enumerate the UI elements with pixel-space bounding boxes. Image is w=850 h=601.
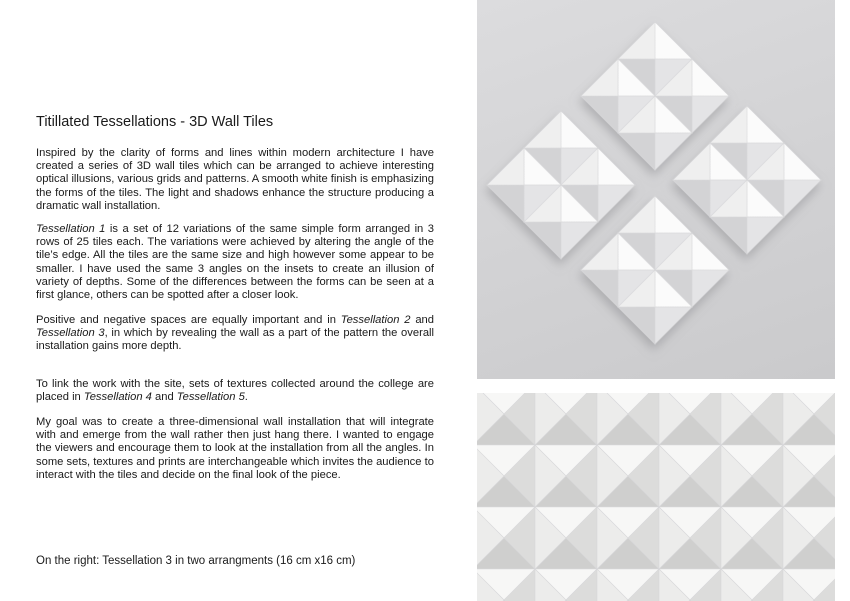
tessellation-3-term: Tessellation 3: [36, 327, 105, 340]
tile-photo-grid-arrangement: [477, 393, 835, 601]
tessellation-5-term: Tessellation 5: [176, 391, 245, 404]
intro-paragraph: Inspired by the clarity of forms and lines within modern architecture I have created a series of 3D wall tiles which can be arranged to achieve interesting optical illusions, various grids and patterns. A smooth white finish is emphasizing the forms of the tiles. The light and shadows enhance the structure producing a dramatic wall installation.: [36, 147, 434, 212]
grid-tile: [597, 507, 721, 601]
grid-tile: [597, 393, 721, 507]
tessellation-1-paragraph: [36, 223, 434, 302]
goal-paragraph: My goal was to create a three-dimensional wall installation that will integrate with and emerge from the wall rather then just hang there. I wanted to engage the viewers and encourage them to look at the installation from all the angles. In some sets, textures and prints are interchangeable which invites the audience to interact with the tiles and decide on the final look of the piece.: [36, 416, 434, 481]
space-text-c: , in which by revealing the wall as a part of the pattern the overall installation gains more depth.: [36, 327, 435, 353]
diamond-tile: [581, 196, 729, 344]
tessellation-2-term: Tessellation 2: [340, 314, 411, 326]
space-text-b: and: [410, 314, 435, 326]
tile-photo-diamond-arrangement: [477, 0, 835, 379]
space-text-a: Positive and negative spaces are equally important and in: [36, 314, 341, 326]
site-text-a: To link the work with the site, sets of textures collected around the college are placed in: [36, 378, 434, 404]
site-text-b: and: [151, 391, 177, 404]
tessellation-1-text: is a set of 12 variations of the same simple form arranged in 3 rows of 25 tiles each. The variations were achieved by altering the angle of the tile’s edge. All the tiles are the same size and high however some appear to be smaller. I have used the same 3 angles on the insets to create an illusion of variety of depths. Some of the differences between the forms can be seen at a first glance, others can be spotted after a closer look.: [36, 223, 434, 302]
grid-tiles-illustration: [477, 393, 835, 601]
grid-tile: [477, 507, 597, 601]
grid-tile: [721, 393, 835, 507]
grid-tile: [477, 393, 597, 507]
tessellation-4-term: Tessellation 4: [83, 391, 152, 404]
diamond-tiles-illustration: [477, 0, 835, 379]
grid-tile: [721, 507, 835, 601]
tessellation-1-term: Tessellation 1: [36, 223, 106, 235]
diamond-tile: [487, 111, 635, 259]
site-text-c: .: [244, 391, 248, 404]
caption: On the right: Tessellation 3 in two arrangments (16 cm x16 cm): [36, 555, 356, 567]
space-paragraph: [36, 314, 434, 354]
site-paragraph: [36, 378, 434, 404]
page-title: Titillated Tessellations - 3D Wall Tiles: [36, 114, 274, 130]
